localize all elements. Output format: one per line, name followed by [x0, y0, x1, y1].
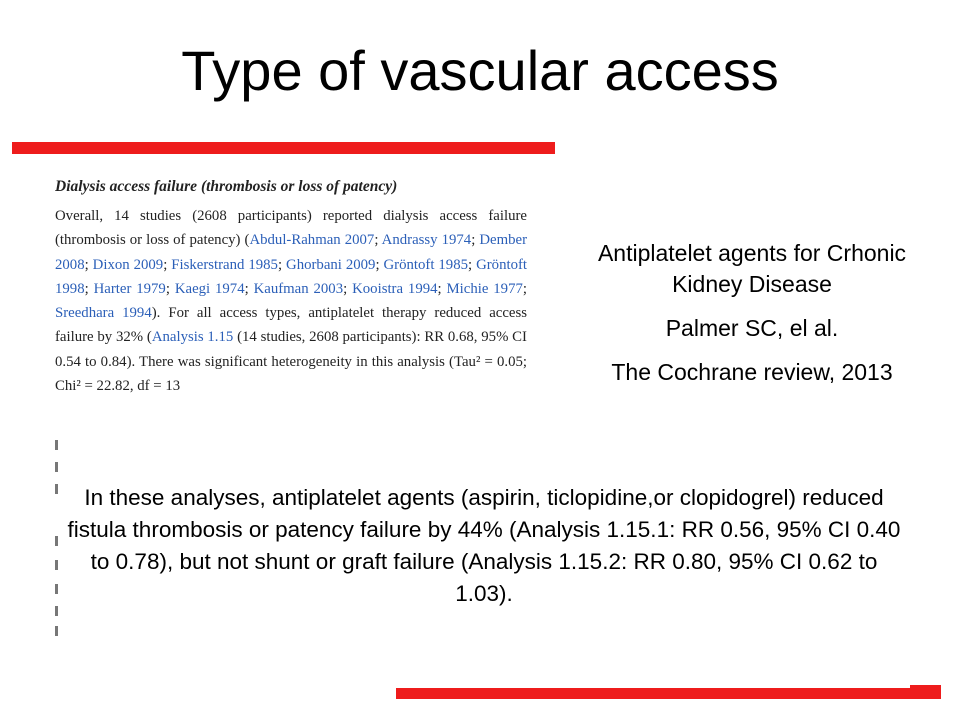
reference-link[interactable]: Abdul-Rahman 2007 [249, 232, 375, 249]
excerpt-text: ; [471, 232, 480, 249]
excerpt-heading: Dialysis access failure (thrombosis or loss of patency) [55, 178, 398, 195]
excerpt-cutoff-glyph [55, 462, 58, 472]
reference-link[interactable]: Kaufman 2003 [253, 280, 344, 297]
excerpt-body [55, 204, 527, 398]
excerpt-text: ; [522, 280, 527, 297]
reference-link[interactable]: Analysis 1.15 [151, 329, 234, 346]
excerpt-cutoff-glyph [55, 536, 58, 546]
excerpt-text: ; [468, 256, 477, 273]
reference-link[interactable]: Dixon 2009 [92, 256, 164, 273]
slide-title: Type of vascular access [181, 39, 779, 102]
reference-link[interactable]: Dember 2008 [55, 232, 527, 273]
citation-authors: Palmer SC, el al. [665, 315, 839, 341]
reference-link[interactable]: Ghorbani 2009 [286, 256, 376, 273]
reference-link[interactable]: Gröntoft 1998 [55, 256, 527, 297]
footer-bar [396, 688, 941, 699]
title-underline-bar [12, 142, 555, 154]
excerpt-text: (14 studies, 2608 participants): RR 0.68, 95% CI 0.54 to 0.84). There was significant heterogeneity in this analysis (Tau² = 0.05; Chi² = 22.82, df = 13 [55, 329, 527, 395]
excerpt-cutoff-glyph [55, 560, 58, 570]
citation-block [596, 238, 908, 401]
excerpt-text: ; [343, 280, 353, 297]
excerpt-text: ; [165, 280, 175, 297]
summary-text: In these analyses, antiplatelet agents (aspirin, ticlopidine,or clopidogrel) reduced fistula thrombosis or patency failure by 44% (Analysis 1.15.1: RR 0.56, 95% CI 0.40 to 0.78), but not shunt or graft failure (Analysis 1.15.2: RR 0.80, 95% CI 0.62 to 1.03). [67, 485, 901, 606]
excerpt-text: ; [437, 280, 447, 297]
reference-link[interactable]: Michie 1977 [446, 280, 523, 297]
excerpt-text: Overall, 14 studies (2608 participants) reported dialysis access failure (thrombosis or loss of patency) ( [55, 208, 527, 249]
excerpt-text: ; [84, 280, 94, 297]
reference-link[interactable]: Sreedhara 1994 [55, 305, 152, 322]
reference-link[interactable]: Andrassy 1974 [381, 232, 472, 249]
reference-link[interactable]: Kaegi 1974 [174, 280, 245, 297]
citation-title: Antiplatelet agents for Crhonic Kidney Disease [597, 240, 907, 297]
excerpt-cutoff-glyph [55, 440, 58, 450]
excerpt-cutoff-glyph [55, 584, 58, 594]
excerpt-text: ; [374, 232, 382, 249]
excerpt-cutoff-glyph [55, 606, 58, 616]
excerpt-text: ; [163, 256, 172, 273]
reference-link[interactable]: Kooistra 1994 [352, 280, 438, 297]
excerpt-text: ). For all access types, antiplatelet therapy reduced access failure by 32% ( [55, 305, 527, 346]
excerpt-cutoff-glyph [55, 484, 58, 494]
excerpt-text: ; [244, 280, 254, 297]
excerpt-text: ; [277, 256, 287, 273]
citation-source: The Cochrane review, 2013 [611, 359, 893, 385]
excerpt-text: ; [84, 256, 93, 273]
excerpt-cutoff-glyph [55, 626, 58, 636]
footer-bar-tab [910, 685, 941, 699]
reference-link[interactable]: Gröntoft 1985 [383, 256, 468, 273]
reference-link[interactable]: Fiskerstrand 1985 [171, 256, 278, 273]
excerpt-text: ; [375, 256, 384, 273]
reference-link[interactable]: Harter 1979 [93, 280, 166, 297]
